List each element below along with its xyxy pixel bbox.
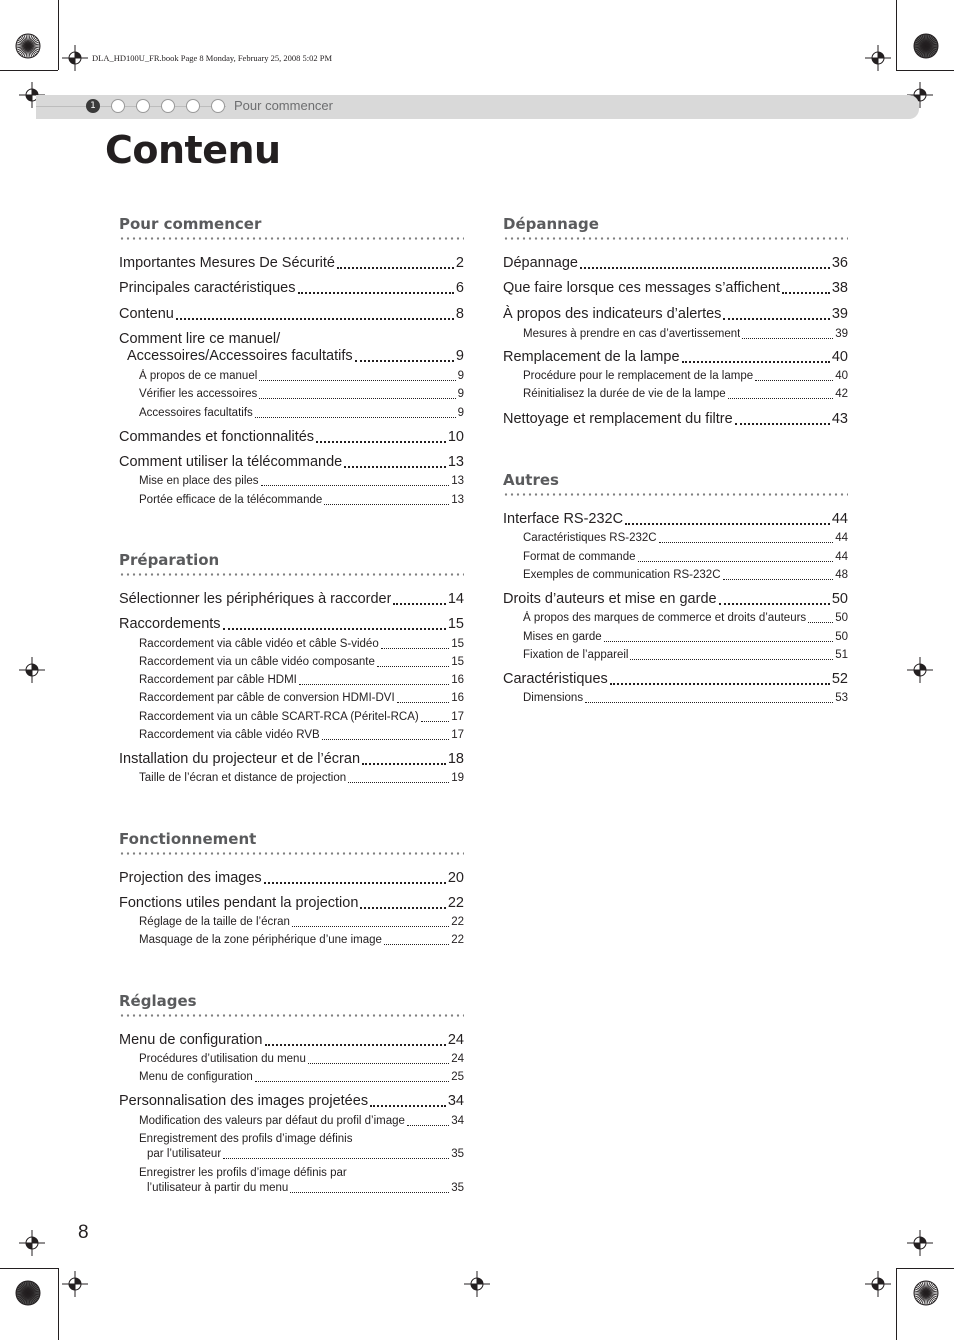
toc-entry-page: 8 [455, 306, 464, 322]
toc-entry-label[interactable]: Enregistrer les profils d’image définis par [139, 1167, 347, 1179]
toc-subentry[interactable] [119, 691, 464, 706]
dot-leader [259, 380, 455, 381]
dot-leader [585, 702, 833, 703]
toc-entry-page: 24 [451, 1053, 464, 1065]
dot-leader [723, 579, 834, 580]
toc-entry-label: Dimensions [523, 692, 584, 704]
dot-leader [755, 380, 833, 381]
dot-leader [355, 360, 454, 362]
dot-leader [264, 882, 446, 884]
toc-entry-page: 16 [451, 692, 464, 704]
page-title: Contenu [105, 128, 281, 172]
toc-section-header [119, 551, 464, 576]
toc-left-column [119, 0, 464, 1300]
toc-subentry[interactable] [119, 673, 464, 688]
toc-subentry[interactable] [119, 655, 464, 670]
toc-entry-label: Sélectionner les périphériques à raccorder [119, 591, 392, 607]
toc-section-title: Autres [503, 471, 559, 489]
dot-leader [407, 1125, 449, 1126]
dot-leader [298, 292, 454, 294]
toc-entry-label: Importantes Mesures De Sécurité [119, 255, 335, 271]
toc-entry-page: 36 [831, 255, 848, 271]
dotted-rule [119, 852, 464, 855]
toc-entry-page: 50 [835, 631, 848, 643]
dot-leader [344, 466, 446, 468]
dot-leader [370, 1105, 446, 1107]
toc-entry[interactable] [119, 1031, 464, 1050]
toc-entry-page: 13 [447, 454, 464, 470]
toc-entry-page: 35 [451, 1182, 464, 1194]
toc-subentry[interactable] [119, 637, 464, 652]
toc-section-title: Pour commencer [119, 215, 262, 233]
toc-subentry[interactable] [119, 728, 464, 743]
toc-entry-label: À propos des marques de commerce et droits d’auteurs [523, 612, 807, 624]
toc-entry[interactable] [119, 453, 464, 472]
toc-section-title: Réglages [119, 992, 197, 1010]
toc-entry-label: Modification des valeurs par défaut du profil d’image [139, 1115, 405, 1127]
toc-entry[interactable] [503, 254, 848, 273]
toc-entry-page: 15 [451, 656, 464, 668]
toc-entry-page: 43 [831, 411, 848, 427]
crosshair-mark-icon [865, 1271, 891, 1297]
toc-entry-page: 40 [835, 370, 848, 382]
dot-leader [337, 267, 454, 269]
dot-leader [316, 441, 446, 443]
toc-entry-label: Procédure pour le remplacement de la lampe [523, 370, 754, 382]
toc-entry[interactable] [119, 894, 464, 913]
dot-leader [290, 1192, 449, 1193]
toc-entry-page: 19 [451, 772, 464, 784]
toc-entry-label: Menu de configuration [119, 1032, 263, 1048]
toc-subentry[interactable] [119, 474, 464, 489]
toc-entry-page: 9 [457, 407, 464, 419]
toc-entry-label: Vérifier les accessoires [139, 388, 258, 400]
crosshair-mark-icon [907, 1230, 933, 1256]
toc-section-title: Préparation [119, 551, 220, 569]
toc-entry-page: 22 [451, 916, 464, 928]
toc-entry-page: 35 [451, 1148, 464, 1160]
toc-entry-label: Raccordement par câble de conversion HDMI-DVI [139, 692, 395, 704]
dot-leader [630, 659, 833, 660]
dot-leader [735, 423, 830, 425]
toc-entry-label: Accessoires/Accessoires facultatifs [127, 348, 353, 364]
toc-entry-page: 13 [451, 494, 464, 506]
toc-entry-page: 50 [831, 591, 848, 607]
toc-entry-label: À propos des indicateurs d’alertes [503, 306, 722, 322]
toc-entry-page: 48 [835, 569, 848, 581]
toc-entry[interactable] [503, 670, 848, 689]
toc-entry-page: 17 [451, 711, 464, 723]
toc-entry-page: 9 [457, 370, 464, 382]
toc-entry-label: Menu de configuration [139, 1071, 253, 1083]
toc-entry-page: 42 [835, 388, 848, 400]
toc-section-header [119, 830, 464, 855]
toc-subentry[interactable] [119, 1114, 464, 1129]
registration-starburst-icon [913, 33, 939, 59]
toc-section-header [119, 992, 464, 1017]
toc-entry-label: Dépannage [503, 255, 578, 271]
toc-subentry[interactable] [119, 1147, 464, 1162]
toc-subentry[interactable] [503, 630, 848, 645]
toc-entry-label: par l’utilisateur [147, 1148, 222, 1160]
toc-subentry[interactable] [503, 648, 848, 663]
toc-entry-label: Commandes et fonctionnalités [119, 429, 315, 445]
toc-entry-label[interactable]: Enregistrement des profils d’image définis [139, 1133, 353, 1145]
dot-leader [580, 267, 830, 269]
toc-entry-label: Taille de l’écran et distance de projection [139, 772, 347, 784]
toc-entry-page: 39 [831, 306, 848, 322]
dot-leader [808, 622, 833, 623]
toc-subentry[interactable] [119, 1070, 464, 1085]
toc-right-column [503, 0, 848, 1300]
toc-entry-page: 44 [835, 532, 848, 544]
toc-entry-page: 34 [447, 1093, 464, 1109]
toc-section-header [503, 215, 848, 240]
toc-subentry[interactable] [119, 369, 464, 384]
dot-leader [682, 361, 830, 363]
toc-entry-label: Mesures à prendre en cas d’avertissement [523, 328, 741, 340]
dot-leader [360, 907, 445, 909]
dot-leader [377, 666, 449, 667]
dot-leader [659, 542, 834, 543]
dot-leader [255, 1081, 449, 1082]
toc-entry-label: Réinitialisez la durée de vie de la lampe [523, 388, 726, 400]
toc-entry-page: 9 [457, 388, 464, 400]
dotted-rule [119, 573, 464, 576]
toc-subentry[interactable] [503, 327, 848, 342]
toc-entry-label: Caractéristiques [503, 671, 608, 687]
dot-leader [362, 763, 446, 765]
dot-leader [723, 318, 829, 320]
dot-leader [348, 782, 449, 783]
toc-entry-label: Comment utiliser la télécommande [119, 454, 343, 470]
crop-mark [58, 0, 59, 70]
crop-mark [896, 0, 897, 70]
toc-entry-label: Procédures d’utilisation du menu [139, 1053, 306, 1065]
chapter-indicator-current: 1 [86, 99, 100, 113]
toc-entry-label: Raccordement via câble vidéo RVB [139, 729, 320, 741]
toc-subentry[interactable] [119, 1181, 464, 1196]
toc-subentry[interactable] [503, 550, 848, 565]
toc-entry-label: À propos de ce manuel [139, 370, 258, 382]
toc-entry-page: 10 [447, 429, 464, 445]
registration-starburst-icon [913, 1280, 939, 1306]
toc-entry-page: 38 [831, 280, 848, 296]
toc-entry-page: 40 [831, 349, 848, 365]
toc-subentry[interactable] [119, 710, 464, 725]
toc-entry-page: 44 [835, 551, 848, 563]
toc-entry[interactable] [119, 254, 464, 273]
crop-mark [0, 1268, 58, 1269]
dot-leader [176, 318, 454, 320]
toc-subentry[interactable] [119, 406, 464, 421]
toc-entry[interactable] [119, 305, 464, 324]
toc-entry-label: Raccordement via un câble SCART-RCA (Péritel-RCA) [139, 711, 419, 723]
toc-entry-label: Réglage de la taille de l’écran [139, 916, 290, 928]
toc-entry-label: Exemples de communication RS-232C [523, 569, 721, 581]
toc-entry-page: 44 [831, 511, 848, 527]
dot-leader [255, 417, 456, 418]
toc-entry-label: Fixation de l’appareil [523, 649, 629, 661]
dot-leader [719, 603, 830, 605]
toc-entry-page: 39 [835, 328, 848, 340]
dot-leader [604, 641, 834, 642]
toc-entry-page: 22 [451, 934, 464, 946]
dot-leader [638, 561, 834, 562]
toc-entry-page: 34 [451, 1115, 464, 1127]
toc-entry-page: 15 [451, 638, 464, 650]
toc-entry-page: 50 [835, 612, 848, 624]
toc-subentry[interactable] [503, 568, 848, 583]
toc-entry-label: Nettoyage et remplacement du filtre [503, 411, 733, 427]
toc-entry-page: 22 [447, 895, 464, 911]
dot-leader [265, 1044, 446, 1046]
dot-leader [742, 338, 833, 339]
toc-entry-label: Personnalisation des images projetées [119, 1093, 369, 1109]
toc-entry-label: Masquage de la zone périphérique d’une image [139, 934, 382, 946]
dot-leader [421, 721, 449, 722]
dot-leader [728, 398, 834, 399]
dot-leader [397, 702, 450, 703]
dot-leader [261, 485, 450, 486]
toc-entry-label: Interface RS-232C [503, 511, 624, 527]
toc-subentry[interactable] [119, 771, 464, 786]
toc-subentry[interactable] [119, 933, 464, 948]
dot-leader [393, 603, 445, 605]
toc-entry-page: 6 [455, 280, 464, 296]
toc-entry-page: 16 [451, 674, 464, 686]
toc-entry[interactable] [119, 1092, 464, 1111]
toc-entry[interactable] [503, 590, 848, 609]
toc-entry-page: 24 [447, 1032, 464, 1048]
toc-subentry[interactable] [119, 493, 464, 508]
crop-mark [0, 70, 58, 71]
crosshair-mark-icon [62, 45, 88, 71]
crop-mark [896, 1268, 954, 1269]
toc-entry-page: 53 [835, 692, 848, 704]
toc-entry-page: 25 [451, 1071, 464, 1083]
dot-leader [259, 398, 455, 399]
toc-entry-page: 13 [451, 475, 464, 487]
crosshair-mark-icon [907, 657, 933, 683]
toc-entry-label: Remplacement de la lampe [503, 349, 680, 365]
toc-entry[interactable] [119, 750, 464, 769]
toc-entry-page: 15 [447, 616, 464, 632]
toc-entry-label: Format de commande [523, 551, 636, 563]
toc-entry-label: Mise en place des piles [139, 475, 259, 487]
toc-entry-label: Fonctions utiles pendant la projection [119, 895, 359, 911]
toc-entry[interactable] [119, 428, 464, 447]
toc-section-title: Dépannage [503, 215, 599, 233]
toc-entry-label: Que faire lorsque ces messages s’affichent [503, 280, 780, 296]
toc-entry-page: 20 [447, 870, 464, 886]
toc-entry[interactable] [119, 869, 464, 888]
crosshair-mark-icon [62, 1271, 88, 1297]
toc-entry-page: 52 [831, 671, 848, 687]
dot-leader [610, 683, 830, 685]
dot-leader [381, 648, 449, 649]
crop-mark [58, 1268, 59, 1340]
crosshair-mark-icon [865, 45, 891, 71]
toc-subentry[interactable] [503, 691, 848, 706]
crosshair-mark-icon [19, 657, 45, 683]
toc-subentry[interactable] [119, 915, 464, 930]
dot-leader [625, 523, 830, 525]
toc-section-header [503, 471, 848, 496]
toc-entry-label: Raccordement par câble HDMI [139, 674, 297, 686]
toc-entry[interactable] [119, 615, 464, 634]
toc-entry[interactable] [503, 410, 848, 429]
header-section-label: Pour commencer [234, 98, 333, 113]
dot-leader [322, 739, 450, 740]
dotted-rule [503, 237, 848, 240]
dot-leader [308, 1063, 449, 1064]
crop-mark [896, 1268, 897, 1340]
dot-leader [324, 504, 449, 505]
toc-subentry[interactable] [503, 369, 848, 384]
dot-leader [782, 292, 830, 294]
toc-entry[interactable] [503, 305, 848, 324]
toc-entry-page: 14 [447, 591, 464, 607]
toc-entry-label: Mises en garde [523, 631, 602, 643]
crosshair-mark-icon [19, 1230, 45, 1256]
registration-starburst-icon [15, 1280, 41, 1306]
toc-subentry[interactable] [503, 611, 848, 626]
registration-starburst-icon [15, 33, 41, 59]
toc-entry[interactable] [503, 279, 848, 298]
page-number: 8 [78, 1222, 89, 1243]
toc-subentry[interactable] [119, 387, 464, 402]
toc-subentry[interactable] [503, 531, 848, 546]
toc-entry-label: Droits d’auteurs et mise en garde [503, 591, 717, 607]
toc-entry-page: 18 [447, 751, 464, 767]
toc-entry-page: 51 [835, 649, 848, 661]
dotted-rule [119, 237, 464, 240]
toc-section-header [119, 215, 464, 240]
toc-entry-label: Caractéristiques RS-232C [523, 532, 657, 544]
toc-entry[interactable] [119, 279, 464, 298]
toc-entry-label: Portée efficace de la télécommande [139, 494, 323, 506]
crosshair-mark-icon [464, 1271, 490, 1297]
toc-entry-label: Raccordements [119, 616, 221, 632]
printer-info-line: DLA_HD100U_FR.book Page 8 Monday, February 25, 2008 5:02 PM [92, 53, 333, 63]
toc-entry-page: 17 [451, 729, 464, 741]
toc-entry[interactable] [503, 348, 848, 367]
toc-subentry[interactable] [503, 387, 848, 402]
toc-entry-page: 9 [455, 348, 464, 364]
dot-leader [292, 926, 449, 927]
dot-leader [223, 628, 446, 630]
toc-entry-label: l’utilisateur à partir du menu [147, 1182, 289, 1194]
toc-entry-label: Raccordement via câble vidéo et câble S-vidéo [139, 638, 379, 650]
toc-entry-label[interactable]: Comment lire ce manuel/ [119, 331, 281, 347]
toc-entry[interactable] [119, 347, 464, 366]
dot-leader [223, 1158, 449, 1159]
toc-entry-label: Contenu [119, 306, 174, 322]
toc-entry[interactable] [503, 510, 848, 529]
toc-entry-label: Principales caractéristiques [119, 280, 296, 296]
dotted-rule [119, 1014, 464, 1017]
toc-entry-label: Projection des images [119, 870, 262, 886]
dot-leader [384, 944, 449, 945]
toc-section-title: Fonctionnement [119, 830, 257, 848]
toc-entry-label: Accessoires facultatifs [139, 407, 253, 419]
toc-entry[interactable] [119, 590, 464, 609]
dotted-rule [503, 493, 848, 496]
dot-leader [299, 684, 449, 685]
toc-entry-label: Raccordement via un câble vidéo composante [139, 656, 375, 668]
toc-entry-label: Installation du projecteur et de l’écran [119, 751, 361, 767]
crop-mark [896, 70, 954, 71]
toc-subentry[interactable] [119, 1052, 464, 1067]
toc-entry-page: 2 [455, 255, 464, 271]
